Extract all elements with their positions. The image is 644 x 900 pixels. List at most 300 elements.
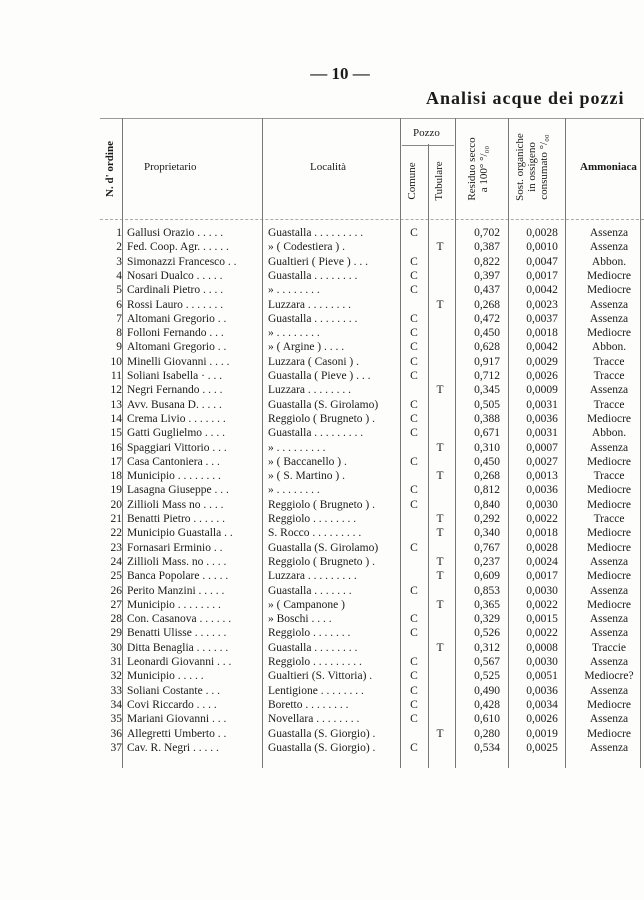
comune-cell: C [410,698,418,711]
table-row [100,526,644,540]
localita-cell: Guastalla . . . . . . . . [268,269,358,282]
sost-organiche-cell: 0,0030 [526,498,558,511]
residuo-cell: 0,268 [474,298,500,311]
page-number: — 10 — [310,64,370,83]
header-proprietario: Proprietario [144,161,197,173]
residuo-cell: 0,917 [474,355,500,368]
tubulare-cell: T [436,441,444,454]
row-number: 30 [110,641,122,654]
sost-organiche-cell: 0,0007 [526,441,558,454]
proprietario-cell: Municipio . . . . . . . . [127,470,221,483]
header-sost-organiche [514,119,550,215]
proprietario-cell: Zillioli Mass. no . . . . [127,555,227,568]
ammoniaca-cell: Mediocre [586,698,632,711]
localita-cell: Gualtieri ( Pieve ) . . . [268,255,368,268]
sost-organiche-cell: 0,0030 [526,656,558,668]
table-row [100,669,644,683]
tubulare-cell: T [436,241,444,254]
localita-cell: Reggiolo . . . . . . . . [268,513,357,525]
header-sost-line2: in ossigeno [526,142,538,192]
table-row [100,298,644,312]
proprietario-cell: Lasagna Giuseppe . . . [127,484,229,497]
proprietario-cell: Banca Popolare . . . . . [127,570,229,583]
localita-cell: » ( Argine ) . . . . [268,341,345,354]
localita-cell: Guastalla . . . . . . . . . [268,427,364,440]
proprietario-cell: Simonazzi Francesco . . [127,255,237,268]
row-number: 16 [110,441,122,454]
ammoniaca-cell: Mediocre? [584,670,634,683]
sost-organiche-cell: 0,0034 [526,698,558,711]
ammoniaca-cell: Mediocre [586,284,632,297]
comune-cell: C [410,541,418,554]
comune-cell: C [410,455,418,468]
table-row [100,655,644,669]
table-row [100,240,644,254]
comune-cell: C [410,412,418,425]
sost-organiche-cell: 0,0023 [526,298,558,311]
sost-organiche-cell: 0,0009 [526,384,558,397]
header-tubulare: Tubulare [433,161,445,201]
ammoniaca-cell: Assenza [589,627,629,640]
localita-cell: » ( Baccanello ) . [268,455,347,468]
ammoniaca-cell: Assenza [589,713,629,726]
tubulare-cell: T [436,598,444,611]
localita-cell: Reggiolo . . . . . . . . . [268,656,362,668]
row-number: 26 [110,584,122,597]
sost-organiche-cell: 0,0047 [526,255,558,268]
comune-cell: C [410,398,418,411]
table-row [100,283,644,297]
proprietario-cell: Leonardi Giovanni . . . [127,656,232,668]
row-number: 29 [110,627,122,640]
proprietario-cell: Perito Manzini . . . . . [127,584,225,597]
table-header [100,118,644,220]
localita-cell: » ( S. Martino ) . [268,470,345,483]
localita-cell: Luzzara . . . . . . . . [268,298,352,311]
proprietario-cell: Fornasari Erminio . . [127,541,223,554]
comune-cell: C [410,484,418,497]
ammoniaca-cell: Assenza [589,312,629,325]
localita-cell: Guastalla (S. Giorgio) . [268,727,376,740]
residuo-cell: 0,671 [474,427,500,440]
residuo-cell: 0,292 [474,513,500,525]
comune-cell: C [410,255,418,268]
sost-organiche-cell: 0,0026 [526,370,558,382]
residuo-cell: 0,397 [474,269,500,282]
sost-organiche-cell: 0,0025 [526,741,558,754]
localita-cell: Reggiolo ( Brugneto ) . [268,555,375,568]
sost-organiche-cell: 0,0018 [526,527,558,540]
residuo-cell: 0,365 [474,598,500,611]
comune-cell: C [410,498,418,511]
sost-organiche-cell: 0,0024 [526,555,558,568]
sost-organiche-cell: 0,0028 [526,227,558,239]
ammoniaca-cell: Assenza [589,384,629,397]
tubulare-cell: T [436,570,444,583]
row-number: 13 [110,398,122,411]
ammoniaca-cell: Assenza [589,298,629,311]
header-pozzo: Pozzo [413,127,440,139]
row-number: 25 [110,570,122,583]
localita-cell: Novellara . . . . . . . . [268,713,360,726]
proprietario-cell: Rossi Lauro . . . . . . . [127,298,224,311]
row-number: 20 [110,498,122,511]
row-number: 17 [110,455,122,468]
row-number: 36 [110,727,122,740]
header-sost-line3: consumato °/₀₀ [538,134,550,200]
row-number: 10 [110,355,122,368]
localita-cell: » Boschi . . . . [268,613,332,626]
row-number: 18 [110,470,122,483]
localita-cell: Reggiolo ( Brugneto ) . [268,412,375,425]
proprietario-cell: Municipio Guastalla . . [127,527,233,540]
sost-organiche-cell: 0,0026 [526,713,558,726]
sost-organiche-cell: 0,0051 [526,670,558,683]
row-number: 28 [110,613,122,626]
header-n-ordine: N. d' ordine [104,141,116,197]
comune-cell: C [410,269,418,282]
header-ammoniaca: Ammoniaca [580,161,637,173]
localita-cell: Guastalla . . . . . . . . [268,312,358,325]
row-number: 31 [110,656,122,668]
row-number: 3 [116,255,122,268]
table-row [100,426,644,440]
row-number: 34 [110,698,122,711]
ammoniaca-cell: Mediocre [586,570,632,583]
ammoniaca-cell: Assenza [589,584,629,597]
localita-cell: » . . . . . . . . [268,327,320,340]
localita-cell: Guastalla ( Pieve ) . . . [268,370,371,382]
ammoniaca-cell: Abbon. [591,255,627,268]
ammoniaca-cell: Tracce [593,470,625,483]
residuo-cell: 0,702 [474,227,500,239]
residuo-cell: 0,268 [474,470,500,483]
comune-cell: C [410,713,418,726]
table-row [100,412,644,426]
ammoniaca-cell: Assenza [589,241,629,254]
table-row [100,355,644,369]
sost-organiche-cell: 0,0036 [526,684,558,697]
table-row [100,369,644,383]
proprietario-cell: Soliani Costante . . . [127,684,220,697]
sost-organiche-cell: 0,0015 [526,613,558,626]
comune-cell: C [410,613,418,626]
proprietario-cell: Zillioli Mass no . . . . [127,498,224,511]
sost-organiche-cell: 0,0010 [526,241,558,254]
ammoniaca-cell: Mediocre [586,412,632,425]
localita-cell: Luzzara . . . . . . . . [268,384,352,397]
residuo-cell: 0,610 [474,713,500,726]
residuo-cell: 0,712 [474,370,500,382]
sost-organiche-cell: 0,0013 [526,470,558,483]
residuo-cell: 0,345 [474,384,500,397]
table-row [100,383,644,397]
row-number: 37 [110,741,122,754]
table-row [100,741,644,755]
table-row [100,255,644,269]
tubulare-cell: T [436,513,444,525]
sost-organiche-cell: 0,0017 [526,269,558,282]
residuo-cell: 0,812 [474,484,500,497]
localita-cell: Guastalla . . . . . . . [268,584,352,597]
ammoniaca-cell: Assenza [589,441,629,454]
proprietario-cell: Cav. R. Negri . . . . . [127,741,219,754]
ammoniaca-cell: Assenza [589,741,629,754]
table-row [100,398,644,412]
row-number: 7 [116,312,122,325]
ammoniaca-cell: Tracce [593,355,625,368]
localita-cell: » . . . . . . . . [268,284,320,297]
proprietario-cell: Negri Fernando . . . . [127,384,223,397]
tubulare-cell: T [436,727,444,740]
row-number: 23 [110,541,122,554]
sost-organiche-cell: 0,0031 [526,398,558,411]
table-row [100,498,644,512]
localita-cell: Guastalla . . . . . . . . . [268,227,364,239]
tubulare-cell: T [436,641,444,654]
row-number: 27 [110,598,122,611]
ammoniaca-cell: Tracce [593,398,625,411]
residuo-cell: 0,450 [474,455,500,468]
ammoniaca-cell: Mediocre [586,327,632,340]
proprietario-cell: Allegretti Umberto . . [127,727,227,740]
table-row [100,441,644,455]
row-number: 1 [116,227,122,239]
residuo-cell: 0,437 [474,284,500,297]
residuo-cell: 0,526 [474,627,500,640]
row-number: 19 [110,484,122,497]
proprietario-cell: Altomani Gregorio . . [127,312,227,325]
proprietario-cell: Benatti Ulisse . . . . . . [127,627,227,640]
sost-organiche-cell: 0,0022 [526,627,558,640]
table-row [100,584,644,598]
tubulare-cell: T [436,298,444,311]
table-row [100,326,644,340]
proprietario-cell: Nosari Dualco . . . . . [127,269,223,282]
ammoniaca-cell: Tracce [593,513,625,525]
proprietario-cell: Altomani Gregorio . . [127,341,227,354]
residuo-cell: 0,280 [474,727,500,740]
localita-cell: Guastalla (S. Girolamo) [268,398,379,411]
table-row [100,684,644,698]
residuo-cell: 0,490 [474,684,500,697]
localita-cell: Reggiolo ( Brugneto ) . [268,498,375,511]
residuo-cell: 0,534 [474,741,500,754]
row-number: 2 [116,241,122,254]
localita-cell: Luzzara . . . . . . . . . [268,570,357,583]
sost-organiche-cell: 0,0031 [526,427,558,440]
comune-cell: C [410,627,418,640]
table-row [100,269,644,283]
comune-cell: C [410,370,418,382]
ammoniaca-cell: Assenza [589,613,629,626]
table-row [100,569,644,583]
ammoniaca-cell: Assenza [589,684,629,697]
row-number: 24 [110,555,122,568]
ammoniaca-cell: Abbon. [591,427,627,440]
table-row [100,226,644,240]
row-number: 33 [110,684,122,697]
comune-cell: C [410,227,418,239]
header-residuo-line1: Residuo secco [466,137,478,201]
row-number: 4 [116,269,122,282]
row-number: 6 [116,298,122,311]
table-row [100,712,644,726]
proprietario-cell: Gallusi Orazio . . . . . [127,227,224,239]
row-number: 5 [116,284,122,297]
proprietario-cell: Covi Riccardo . . . . [127,698,217,711]
proprietario-cell: Minelli Giovanni . . . . [127,355,230,368]
table-row [100,469,644,483]
comune-cell: C [410,684,418,697]
table-row [100,340,644,354]
comune-cell: C [410,327,418,340]
ammoniaca-cell: Assenza [589,656,629,668]
tubulare-cell: T [436,527,444,540]
table-row [100,641,644,655]
proprietario-cell: Fed. Coop. Agr. . . . . . [127,241,229,254]
proprietario-cell: Avv. Busana D. . . . . [127,398,222,411]
residuo-cell: 0,525 [474,670,500,683]
row-number: 15 [110,427,122,440]
localita-cell: Guastalla (S. Giorgio) . [268,741,376,754]
ammoniaca-cell: Mediocre [586,541,632,554]
sost-organiche-cell: 0,0028 [526,541,558,554]
table-row [100,598,644,612]
comune-cell: C [410,656,418,668]
localita-cell: » . . . . . . . . . [268,441,326,454]
residuo-cell: 0,450 [474,327,500,340]
residuo-cell: 0,472 [474,312,500,325]
comune-cell: C [410,741,418,754]
residuo-cell: 0,767 [474,541,500,554]
localita-cell: Lentigione . . . . . . . . [268,684,364,697]
comune-cell: C [410,284,418,297]
proprietario-cell: Crema Livio . . . . . . . [127,412,226,425]
tubulare-cell: T [436,384,444,397]
sost-organiche-cell: 0,0018 [526,327,558,340]
residuo-cell: 0,310 [474,441,500,454]
proprietario-cell: Folloni Fernando . . . [127,327,224,340]
sost-organiche-cell: 0,0036 [526,484,558,497]
proprietario-cell: Ditta Benaglia . . . . . . [127,641,229,654]
header-residuo [466,129,490,209]
sost-organiche-cell: 0,0037 [526,312,558,325]
row-number: 8 [116,327,122,340]
sost-organiche-cell: 0,0019 [526,727,558,740]
header-localita: Località [310,161,347,173]
residuo-cell: 0,853 [474,584,500,597]
sost-organiche-cell: 0,0022 [526,513,558,525]
table-row [100,312,644,326]
residuo-cell: 0,840 [474,498,500,511]
sost-organiche-cell: 0,0036 [526,412,558,425]
residuo-cell: 0,822 [474,255,500,268]
sost-organiche-cell: 0,0017 [526,570,558,583]
ammoniaca-cell: Mediocre [586,269,632,282]
tubulare-cell: T [436,470,444,483]
row-number: 35 [110,713,122,726]
residuo-cell: 0,628 [474,341,500,354]
proprietario-cell: Con. Casanova . . . . . . [127,613,232,626]
header-residuo-line2: a 100° °/₀₀ [478,145,490,193]
proprietario-cell: Spaggiari Vittorio . . . [127,441,227,454]
row-number: 32 [110,670,122,683]
proprietario-cell: Casa Cantoniera . . . [127,455,220,468]
residuo-cell: 0,312 [474,641,500,654]
table-row [100,455,644,469]
proprietario-cell: Benatti Pietro . . . . . . [127,513,226,525]
residuo-cell: 0,329 [474,613,500,626]
ammoniaca-cell: Mediocre [586,727,632,740]
ammoniaca-cell: Traccie [591,641,627,654]
sost-organiche-cell: 0,0029 [526,355,558,368]
comune-cell: C [410,427,418,440]
residuo-cell: 0,505 [474,398,500,411]
residuo-cell: 0,609 [474,570,500,583]
localita-cell: » ( Codestiera ) . [268,241,345,254]
table-row [100,612,644,626]
sost-organiche-cell: 0,0022 [526,598,558,611]
table-row [100,512,644,526]
residuo-cell: 0,428 [474,698,500,711]
localita-cell: S. Rocco . . . . . . . . . [268,527,362,540]
sost-organiche-cell: 0,0030 [526,584,558,597]
comune-cell: C [410,584,418,597]
ammoniaca-cell: Mediocre [586,484,632,497]
comune-cell: C [410,312,418,325]
localita-cell: Guastalla . . . . . . . . [268,641,358,654]
proprietario-cell: Municipio . . . . . [127,670,204,683]
proprietario-cell: Cardinali Pietro . . . . [127,284,224,297]
comune-cell: C [410,670,418,683]
residuo-cell: 0,237 [474,555,500,568]
table-row [100,698,644,712]
localita-cell: Guastalla (S. Girolamo) [268,541,379,554]
proprietario-cell: Municipio . . . . . . . . [127,598,221,611]
header-sost-line1: Sost. organiche [514,133,526,201]
table-row [100,541,644,555]
page-title: Analisi acque dei pozzi [426,88,625,108]
localita-cell: Luzzara ( Casoni ) . [268,355,360,368]
comune-cell: C [410,341,418,354]
table-row [100,626,644,640]
sost-organiche-cell: 0,0008 [526,641,558,654]
sost-organiche-cell: 0,0042 [526,341,558,354]
ammoniaca-cell: Mediocre [586,455,632,468]
residuo-cell: 0,387 [474,241,500,254]
residuo-cell: 0,388 [474,412,500,425]
sost-organiche-cell: 0,0027 [526,455,558,468]
sost-organiche-cell: 0,0042 [526,284,558,297]
localita-cell: Reggiolo . . . . . . . [268,627,351,640]
comune-cell: C [410,355,418,368]
residuo-cell: 0,567 [474,656,500,668]
localita-cell: » ( Campanone ) [268,598,345,611]
ammoniaca-cell: Mediocre [586,598,632,611]
tubulare-cell: T [436,555,444,568]
ammoniaca-cell: Mediocre [586,527,632,540]
row-number: 11 [110,370,122,382]
row-number: 12 [110,384,122,397]
row-number: 14 [110,412,122,425]
row-number: 21 [110,513,122,525]
table-row [100,483,644,497]
ammoniaca-cell: Mediocre [586,498,632,511]
residuo-cell: 0,340 [474,527,500,540]
proprietario-cell: Mariani Giovanni . . . [127,713,227,726]
row-number: 22 [110,527,122,540]
